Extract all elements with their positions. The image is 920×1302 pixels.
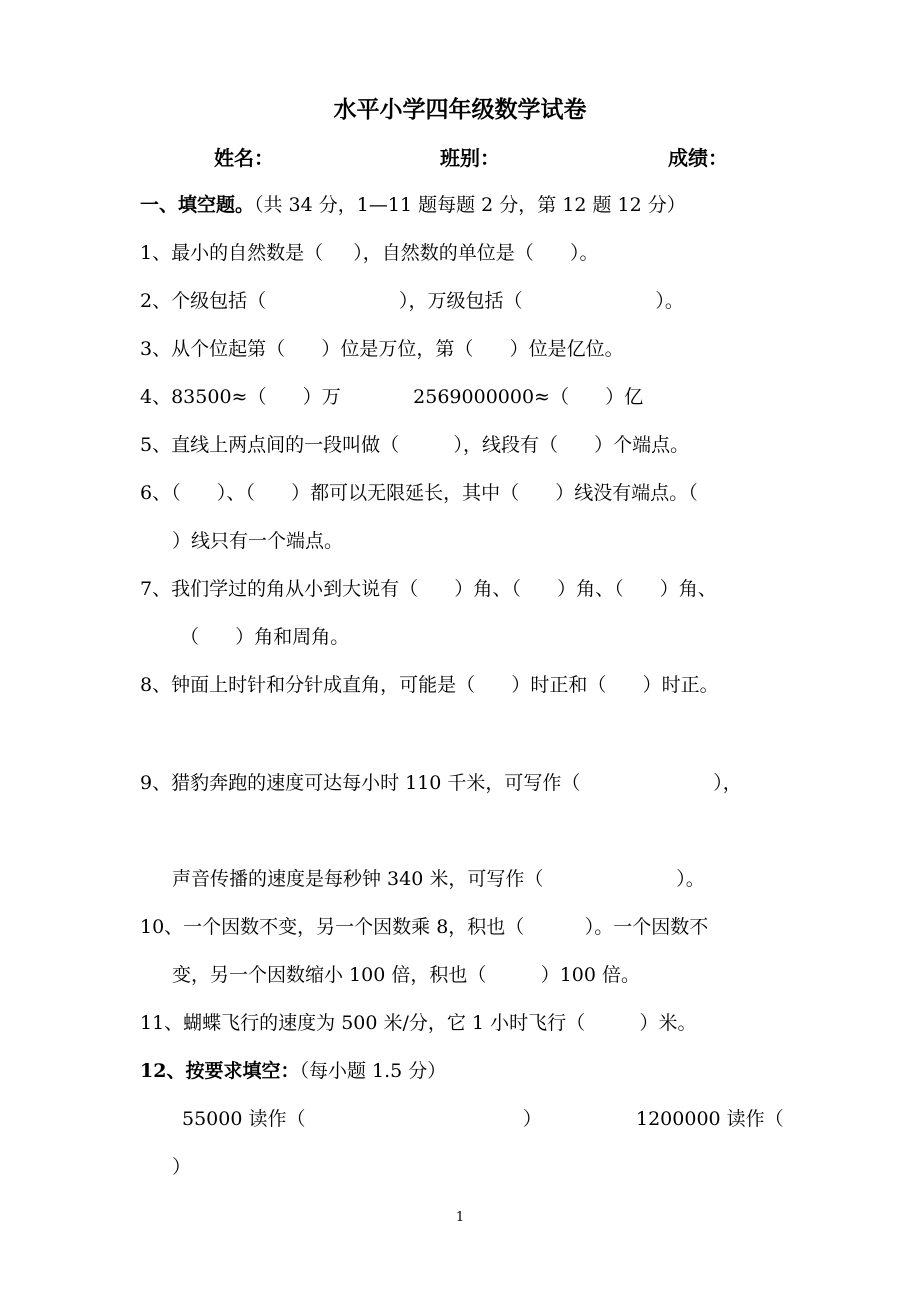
page-title: 水平小学四年级数学试卷 (333, 96, 587, 123)
question-9: 9、猎豹奔跑的速度可达每小时 110 千米，可写作（ ）， (140, 772, 742, 794)
question-12-label: 12、按要求填空： (140, 1060, 300, 1082)
question-11: 11、蝴蝶飞行的速度为 500 米/分，它 1 小时飞行（ ）米。 (140, 1012, 697, 1034)
question-7: 7、我们学过的角从小到大说有（ ）角、（ ）角、（ ）角、 (140, 578, 717, 600)
q12-item-a: 55000 读作（ ） (182, 1108, 542, 1130)
section-heading (140, 193, 686, 217)
question-12 (140, 1059, 446, 1083)
question-6: 6、（ ）、（ ）都可以无限延长，其中（ ）线没有端点。（ (140, 482, 698, 504)
section-label: 一、填空题。 (140, 194, 255, 216)
question-7-cont: （ ）角和周角。 (180, 626, 350, 648)
question-12-note: （每小题 1.5 分） (299, 1060, 447, 1082)
question-5: 5、直线上两点间的一段叫做（ ），线段有（ ）个端点。 (140, 434, 690, 456)
score-label: 成绩： (668, 146, 728, 170)
question-1: 1、最小的自然数是（ ），自然数的单位是（ ）。 (140, 242, 599, 264)
name-label: 姓名： (214, 146, 274, 170)
question-2: 2、个级包括（ ），万级包括（ ）。 (140, 290, 684, 312)
q12-item-b-cont: ） (172, 1156, 192, 1178)
page-number: 1 (455, 1210, 465, 1225)
question-9-cont: 声音传播的速度是每秒钟 340 米，可写作（ ）。 (172, 868, 705, 890)
class-label: 班别： (440, 146, 500, 170)
q12-item-b: 1200000 读作（ (636, 1108, 784, 1130)
section-note: （共 34 分，1—11 题每题 2 分，第 12 题 12 分） (254, 194, 686, 216)
question-10: 10、一个因数不变，另一个因数乘 8，积也（ ）。一个因数不 (140, 916, 709, 938)
question-6-cont: ）线只有一个端点。 (172, 530, 344, 552)
question-10-cont: 变，另一个因数缩小 100 倍，积也（ ）100 倍。 (172, 964, 641, 986)
question-4: 4、83500≈（ ）万 2569000000≈（ ）亿 (140, 386, 644, 408)
question-3: 3、从个位起第（ ）位是万位，第（ ）位是亿位。 (140, 338, 624, 360)
question-8: 8、钟面上时针和分针成直角，可能是（ ）时正和（ ）时正。 (140, 674, 719, 696)
